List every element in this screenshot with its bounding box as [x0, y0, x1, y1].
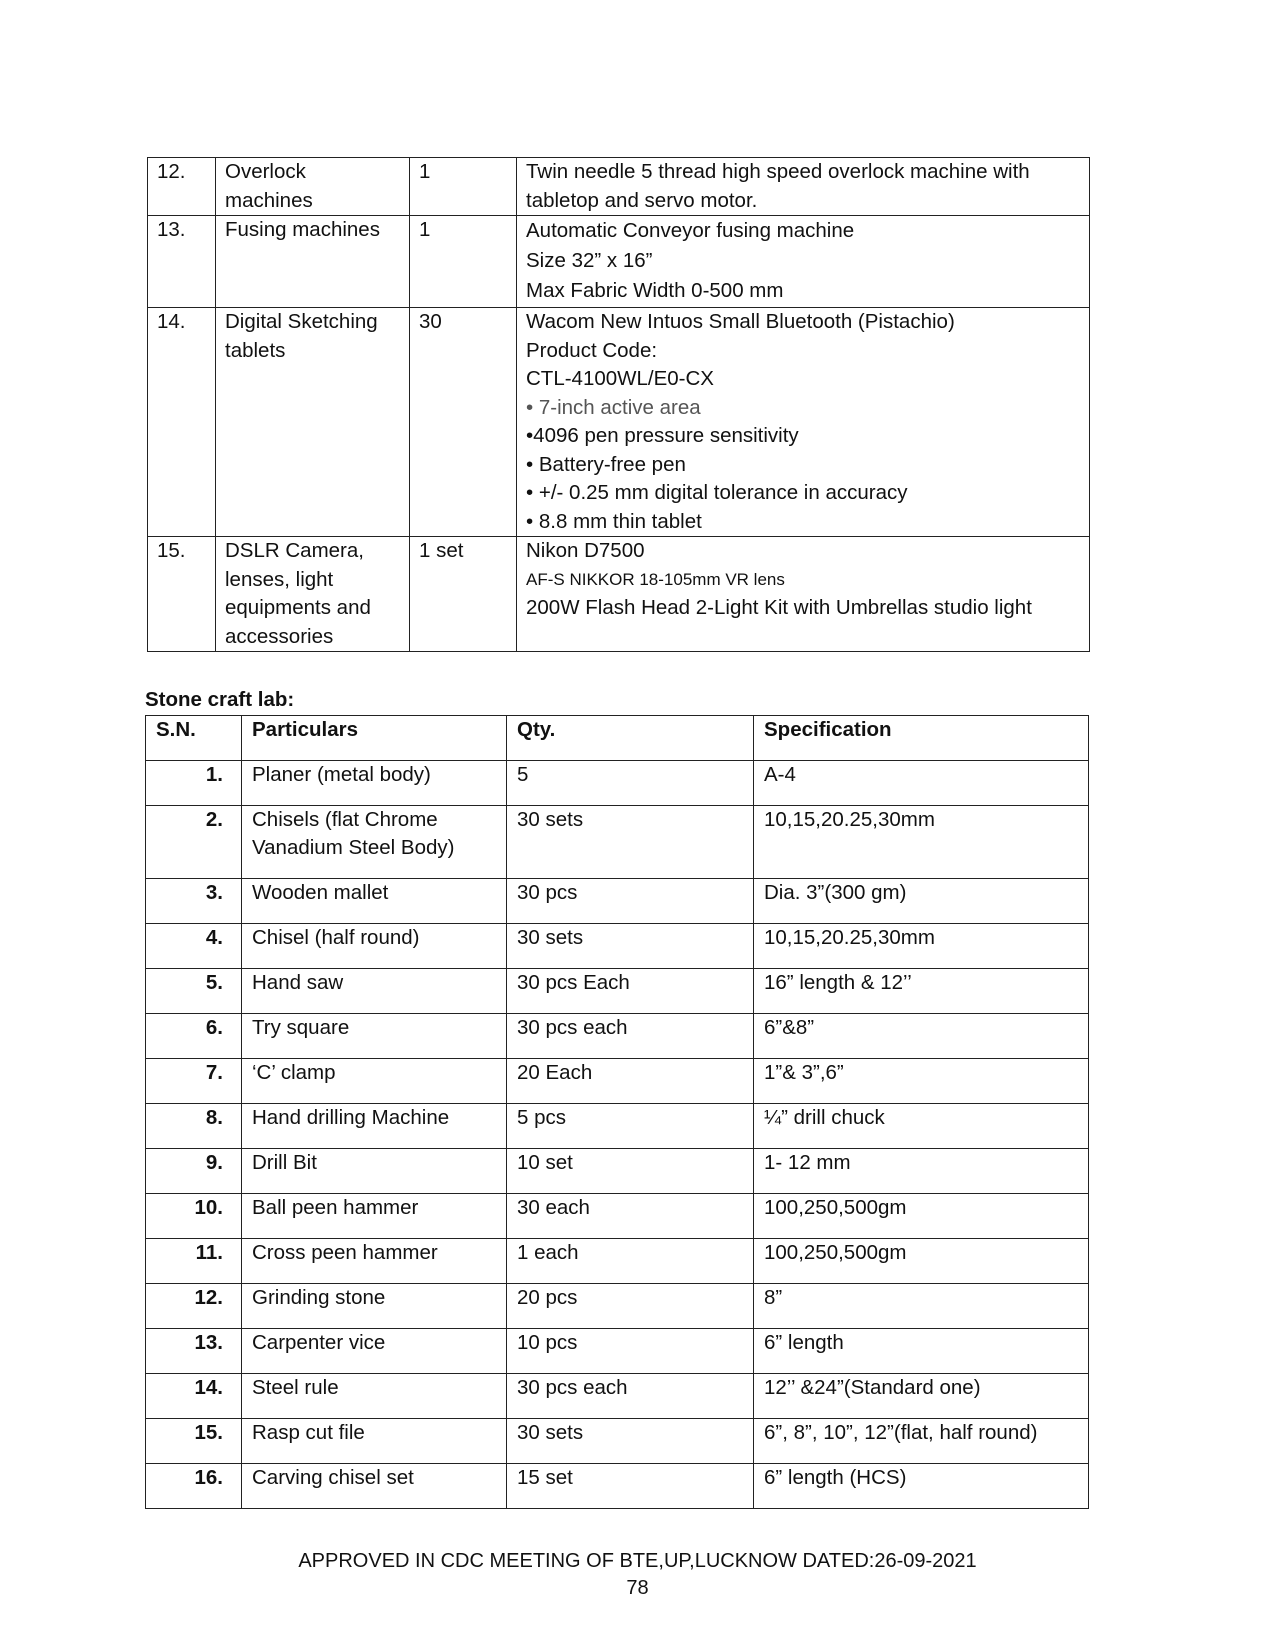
table-row: [146, 1239, 1089, 1284]
serial-number: 8.: [146, 1104, 242, 1149]
specification: Twin needle 5 thread high speed overlock machine with tabletop and servo motor.: [517, 158, 1090, 216]
particulars-cell: ‘C’ clamp: [242, 1059, 507, 1104]
item-name: Overlock machines: [216, 158, 410, 216]
serial-number: 16.: [146, 1464, 242, 1509]
particulars-cell: Rasp cut file: [242, 1419, 507, 1464]
particulars-cell: Hand saw: [242, 969, 507, 1014]
specification-cell: 6”&8”: [754, 1014, 1089, 1059]
stone-table-body: [146, 761, 1089, 1509]
particulars-cell: Drill Bit: [242, 1149, 507, 1194]
table-row: [146, 1149, 1089, 1194]
table-row: [146, 879, 1089, 924]
specification-cell: 100,250,500gm: [754, 1194, 1089, 1239]
serial-number: 12.: [148, 158, 216, 216]
serial-number: 9.: [146, 1149, 242, 1194]
serial-number: 2.: [146, 806, 242, 879]
header-qty: Qty.: [507, 716, 754, 761]
item-name: Digital Sketching tablets: [216, 308, 410, 537]
quantity: 1: [410, 216, 517, 308]
serial-number: 13.: [146, 1329, 242, 1374]
specification-cell: A-4: [754, 761, 1089, 806]
table-row: [148, 216, 1090, 308]
specification-cell: 8”: [754, 1284, 1089, 1329]
header-specification: Specification: [754, 716, 1089, 761]
header-particulars: Particulars: [242, 716, 507, 761]
specification-cell: 12’’ &24”(Standard one): [754, 1374, 1089, 1419]
serial-number: 5.: [146, 969, 242, 1014]
serial-number: 1.: [146, 761, 242, 806]
particulars-cell: Chisel (half round): [242, 924, 507, 969]
serial-number: 7.: [146, 1059, 242, 1104]
quantity: 1 set: [410, 537, 517, 652]
serial-number: 14.: [146, 1374, 242, 1419]
table-row: [146, 1059, 1089, 1104]
serial-number: 11.: [146, 1239, 242, 1284]
table-row: [148, 308, 1090, 537]
particulars-cell: Cross peen hammer: [242, 1239, 507, 1284]
specification-cell: Dia. 3”(300 gm): [754, 879, 1089, 924]
page-number: 78: [626, 1577, 649, 1599]
table-row: [146, 806, 1089, 879]
quantity: 30: [410, 308, 517, 537]
specification-cell: ¼” drill chuck: [754, 1104, 1089, 1149]
header-sn: S.N.: [146, 716, 242, 761]
specification-cell: 16” length & 12’’: [754, 969, 1089, 1014]
quantity: 1: [410, 158, 517, 216]
particulars-cell: Try square: [242, 1014, 507, 1059]
specification-cell: 100,250,500gm: [754, 1239, 1089, 1284]
quantity-cell: 30 pcs: [507, 879, 754, 924]
table-row: [146, 761, 1089, 806]
serial-number: 3.: [146, 879, 242, 924]
quantity-cell: 5: [507, 761, 754, 806]
table-header-row: [146, 716, 1089, 761]
specification: Nikon D7500 AF-S NIKKOR 18-105mm VR lens 200W Flash Head 2-Light Kit with Umbrellas studio light: [517, 537, 1090, 652]
particulars-cell: Planer (metal body): [242, 761, 507, 806]
specification-cell: 6”, 8”, 10”, 12”(flat, half round): [754, 1419, 1089, 1464]
table-row: [148, 537, 1090, 652]
quantity-cell: 10 pcs: [507, 1329, 754, 1374]
quantity-cell: 15 set: [507, 1464, 754, 1509]
stone-craft-lab-table: [145, 715, 1089, 1509]
particulars-cell: Steel rule: [242, 1374, 507, 1419]
quantity-cell: 30 pcs each: [507, 1374, 754, 1419]
table-row: [146, 969, 1089, 1014]
specification-cell: 6” length: [754, 1329, 1089, 1374]
table-row: [146, 1419, 1089, 1464]
table-row: [146, 1464, 1089, 1509]
table-row: [146, 924, 1089, 969]
table-row: [146, 1194, 1089, 1239]
specification-cell: 10,15,20.25,30mm: [754, 924, 1089, 969]
specification-cell: 6” length (HCS): [754, 1464, 1089, 1509]
specification-cell: 10,15,20.25,30mm: [754, 806, 1089, 879]
particulars-cell: Wooden mallet: [242, 879, 507, 924]
quantity-cell: 30 pcs Each: [507, 969, 754, 1014]
quantity-cell: 5 pcs: [507, 1104, 754, 1149]
particulars-cell: Ball peen hammer: [242, 1194, 507, 1239]
section-heading: Stone craft lab:: [145, 688, 295, 711]
serial-number: 12.: [146, 1284, 242, 1329]
quantity-cell: 1 each: [507, 1239, 754, 1284]
item-name: DSLR Camera, lenses, light equipments and accessories: [216, 537, 410, 652]
particulars-cell: Carving chisel set: [242, 1464, 507, 1509]
table-row: [146, 1329, 1089, 1374]
serial-number: 6.: [146, 1014, 242, 1059]
quantity-cell: 20 Each: [507, 1059, 754, 1104]
quantity-cell: 30 each: [507, 1194, 754, 1239]
particulars-cell: Grinding stone: [242, 1284, 507, 1329]
specification: Automatic Conveyor fusing machine Size 32” x 16” Max Fabric Width 0-500 mm: [517, 216, 1090, 308]
specification-cell: 1”& 3”,6”: [754, 1059, 1089, 1104]
table-row: [146, 1014, 1089, 1059]
table-row: [146, 1284, 1089, 1329]
quantity-cell: 30 sets: [507, 1419, 754, 1464]
equipment-table-continued: [147, 157, 1090, 652]
specification: Wacom New Intuos Small Bluetooth (Pistachio) Product Code: CTL-4100WL/E0-CX • 7-inch active area •4096 pen pressure sensitivity • Battery-free pen • +/- 0.25 mm digital tolerance in accuracy • 8.8 mm thin tablet: [517, 308, 1090, 537]
quantity-cell: 20 pcs: [507, 1284, 754, 1329]
item-name: Fusing machines: [216, 216, 410, 308]
serial-number: 10.: [146, 1194, 242, 1239]
particulars-cell: Hand drilling Machine: [242, 1104, 507, 1149]
particulars-cell: Chisels (flat Chrome Vanadium Steel Body): [242, 806, 507, 879]
particulars-cell: Carpenter vice: [242, 1329, 507, 1374]
serial-number: 15.: [146, 1419, 242, 1464]
serial-number: 15.: [148, 537, 216, 652]
quantity-cell: 30 sets: [507, 806, 754, 879]
serial-number: 13.: [148, 216, 216, 308]
quantity-cell: 30 sets: [507, 924, 754, 969]
serial-number: 14.: [148, 308, 216, 537]
page-footer: [0, 1548, 1275, 1602]
specification-cell: 1- 12 mm: [754, 1149, 1089, 1194]
serial-number: 4.: [146, 924, 242, 969]
table-row: [146, 1374, 1089, 1419]
quantity-cell: 30 pcs each: [507, 1014, 754, 1059]
quantity-cell: 10 set: [507, 1149, 754, 1194]
approval-note: APPROVED IN CDC MEETING OF BTE,UP,LUCKNOW DATED:26-09-2021: [298, 1550, 977, 1572]
table-row: [148, 158, 1090, 216]
table-row: [146, 1104, 1089, 1149]
